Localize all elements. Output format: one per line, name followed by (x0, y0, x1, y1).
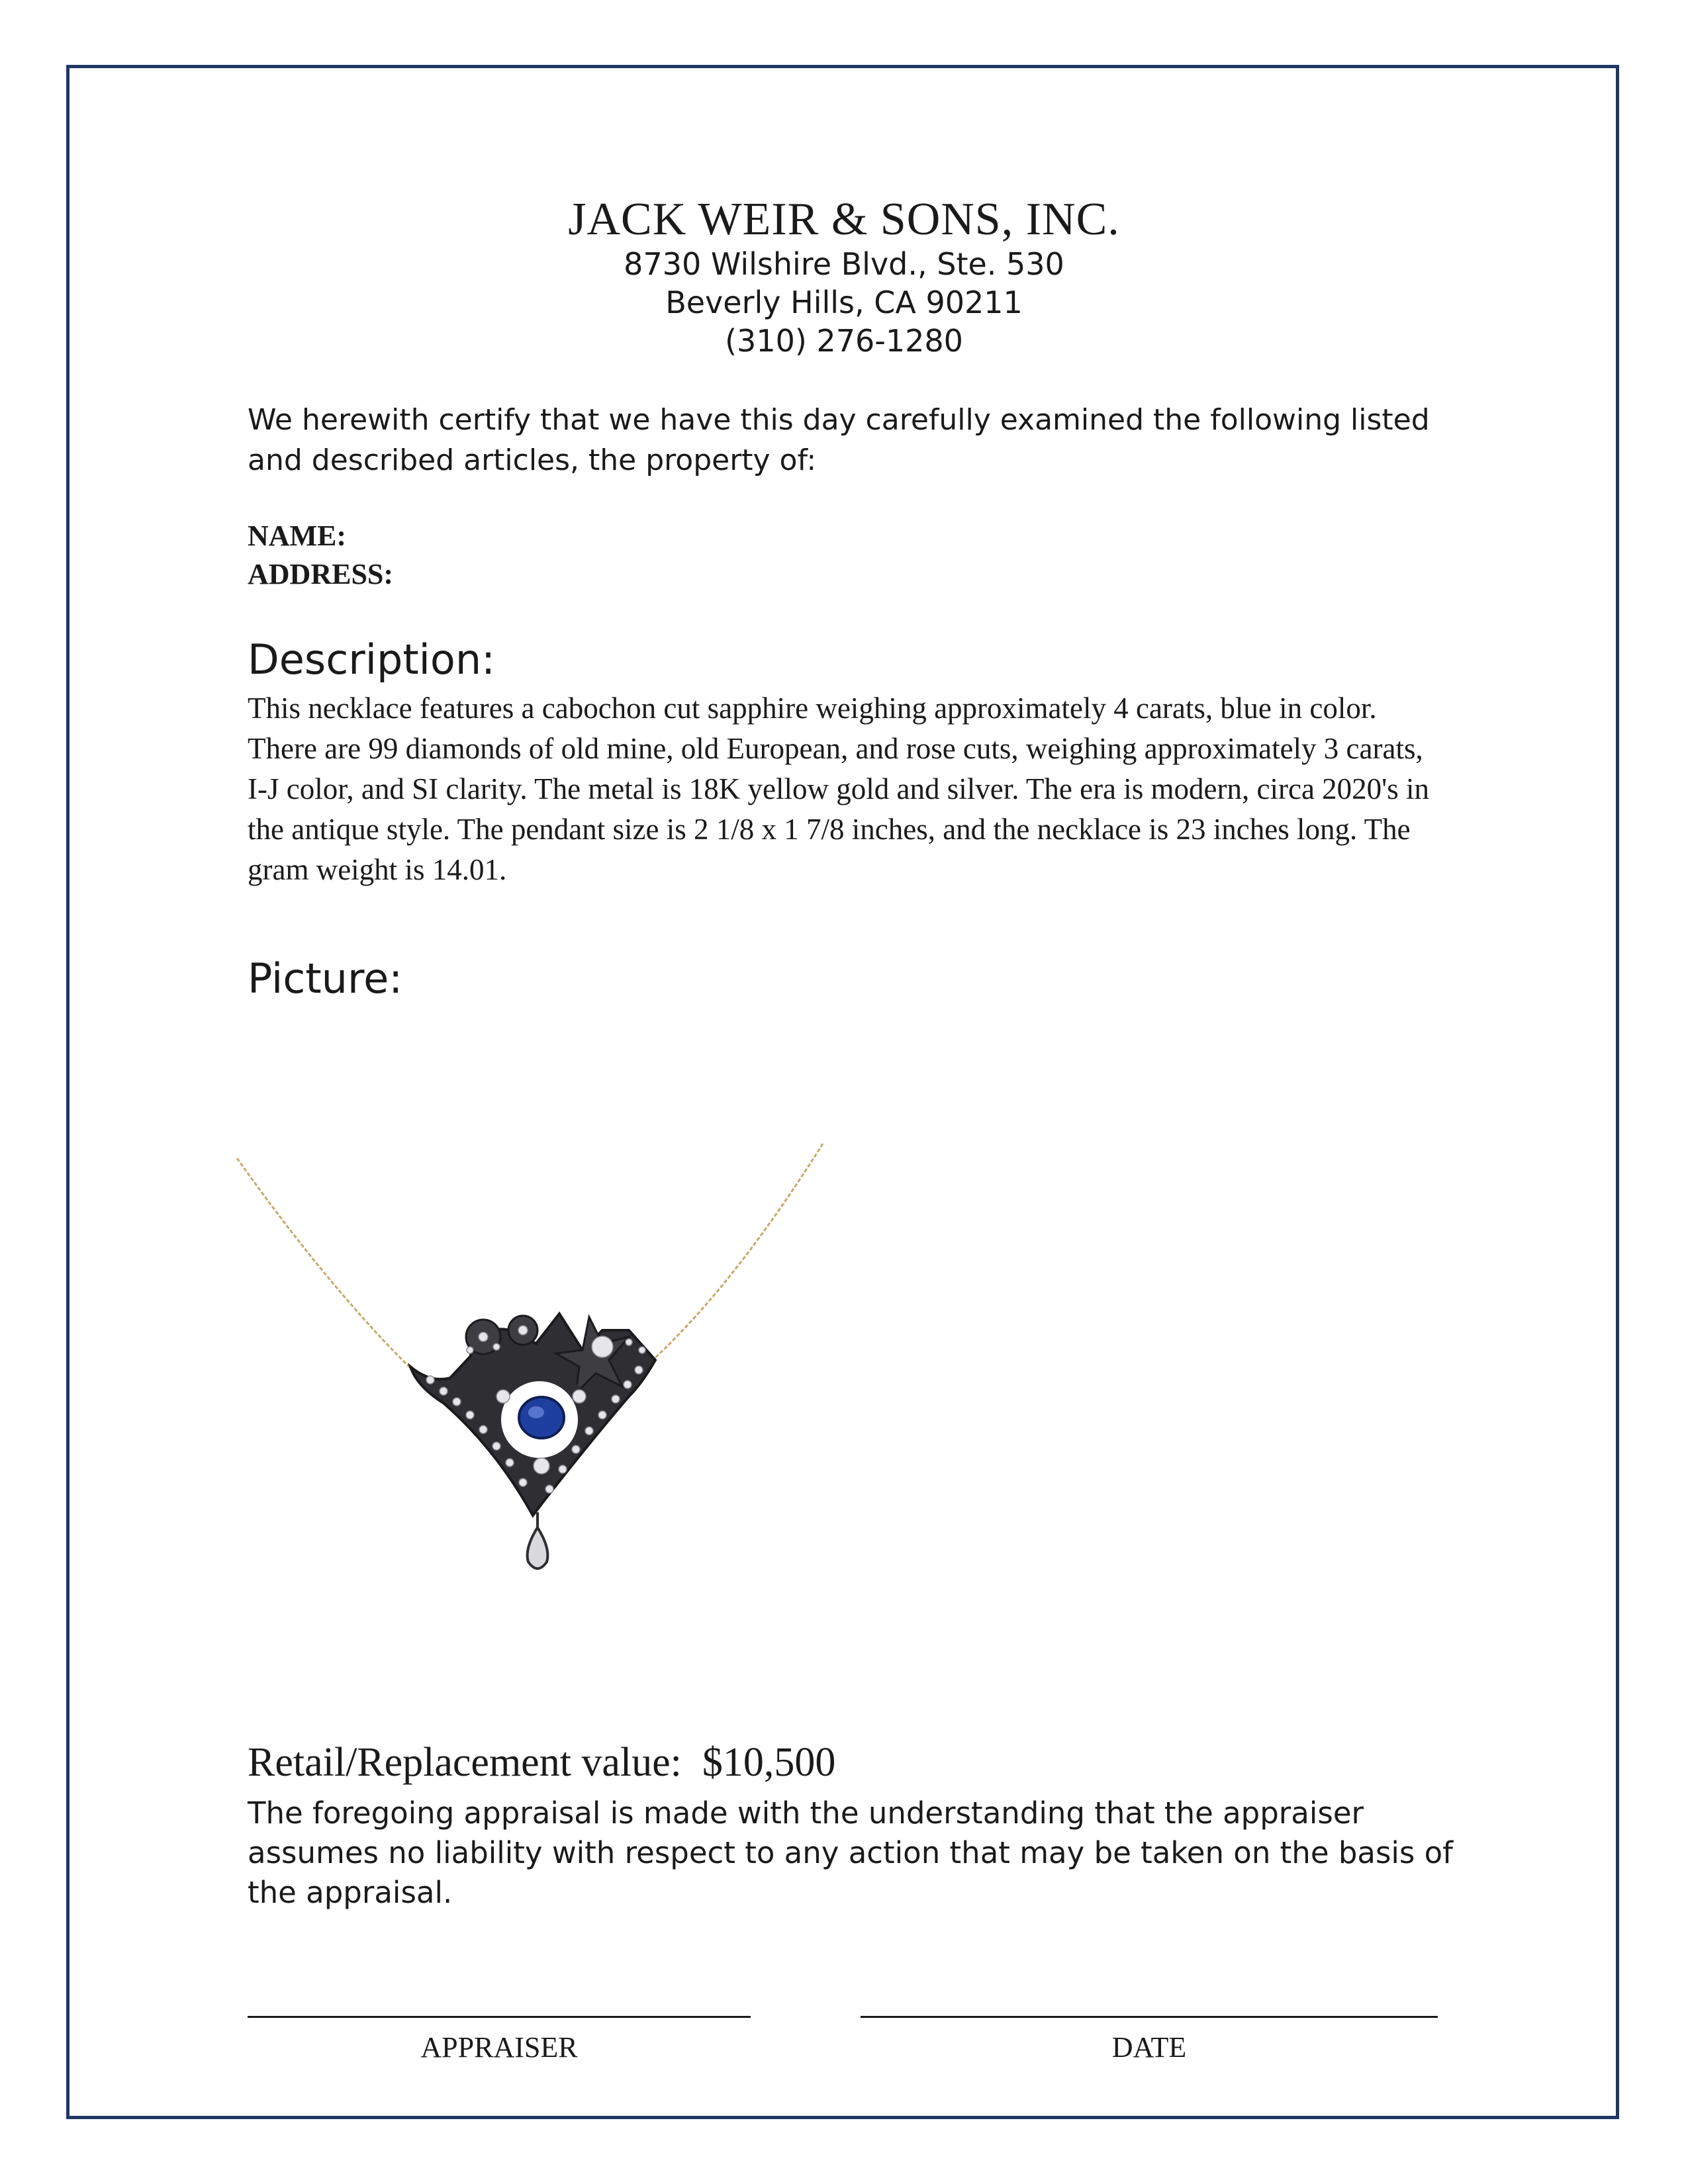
picture-heading: Picture: (248, 954, 403, 1003)
company-name: JACK WEIR & SONS, INC. (568, 194, 1120, 245)
retail-value-amount: $10,500 (702, 1740, 836, 1785)
owner-address-label: ADDRESS: (248, 558, 394, 590)
date-label: DATE (1111, 2031, 1187, 2064)
company-phone: (310) 276-1280 (725, 323, 963, 359)
chain-right (653, 1144, 823, 1360)
appraiser-label: APPRAISER (420, 2031, 578, 2064)
owner-name-label: NAME: (248, 520, 347, 552)
description-body: This necklace features a cabochon cut sapphire weighing approximately 4 carats, blue in color. There are 99 diamonds of old mine, old European, and rose cuts, weighing approximately 3 carats, I-J color, and SI clarity. The metal is 18K yellow gold and silver. The era is modern, circa 2020's in the antique style. The pendant size is 2 1/8 x 1 7/8 inches, and the necklace is 23 inches long. The gram weight is 14.01. (248, 692, 1430, 886)
appraiser-signature-line (248, 2016, 751, 2018)
company-address-line1: 8730 Wilshire Blvd., Ste. 530 (624, 246, 1064, 282)
retail-value-label: Retail/Replacement value: (248, 1740, 682, 1785)
certification-text: We herewith certify that we have this day carefully examined the following listed and described articles, the property of: (248, 403, 1430, 477)
pendant (410, 1314, 655, 1569)
appraisal-disclaimer: The foregoing appraisal is made with the understanding that the appraiser assumes no liability with respect to any action that may be taken on the basis of the appraisal. (248, 1796, 1454, 1910)
drop-diamond (528, 1527, 548, 1569)
company-address-line2: Beverly Hills, CA 90211 (665, 285, 1023, 320)
description-heading: Description: (248, 635, 495, 684)
chain-left (237, 1158, 416, 1373)
necklace-photo (232, 1132, 827, 1595)
sapphire-stone (519, 1397, 564, 1438)
date-signature-line (861, 2016, 1438, 2018)
retail-value-line (248, 1739, 835, 1786)
